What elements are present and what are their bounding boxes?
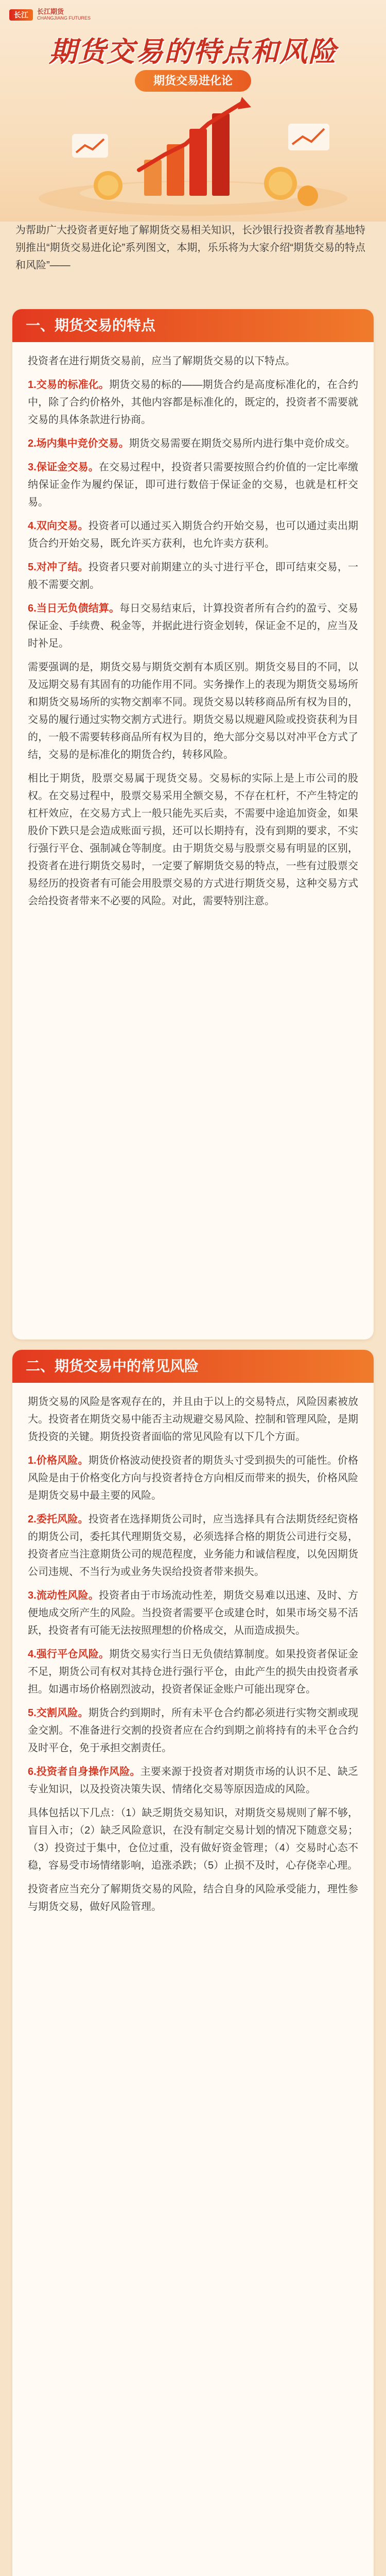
feature-item bbox=[28, 600, 358, 652]
section-body bbox=[12, 1383, 374, 1932]
feature-text: 投资者只要对前期建立的头寸进行平仓，即可结束交易，一般不需要交割。 bbox=[28, 562, 359, 590]
logo-mark: 长江 bbox=[9, 9, 33, 21]
feature-title: 6.当日无负债结算。 bbox=[28, 603, 120, 614]
feature-title: 3.保证金交易。 bbox=[28, 462, 99, 473]
feature-title: 2.场内集中竞价交易。 bbox=[28, 438, 129, 449]
risk-item bbox=[28, 1646, 358, 1698]
risk-title: 6.投资者自身操作风险。 bbox=[28, 1766, 141, 1777]
header-banner bbox=[0, 0, 386, 222]
section-heading: 二、期货交易中的常见风险 bbox=[12, 1350, 374, 1383]
section-body bbox=[12, 342, 374, 926]
risk-title: 3.流动性风险。 bbox=[28, 1590, 99, 1601]
feature-text: 投资者可以通过买入期货合约开始交易，也可以通过卖出期货合约开始交易，既允许买方获利，也允许卖方获利。 bbox=[28, 520, 359, 549]
risk-title: 5.交割风险。 bbox=[28, 1707, 89, 1719]
feature-text: 在交易过程中，投资者只需要按照合约价值的一定比率缴纳保证金作为履约保证，即可进行数倍于保证金的交易，也就是杠杆交易。 bbox=[28, 462, 359, 508]
feature-item bbox=[28, 459, 358, 511]
page-title: 期货交易的特点和风险 bbox=[49, 37, 337, 67]
feature-title: 4.双向交易。 bbox=[28, 520, 89, 532]
feature-item bbox=[28, 376, 358, 429]
section-features bbox=[12, 309, 374, 1340]
section-lead: 投资者在进行期货交易前，应当了解期货交易的以下特点。 bbox=[28, 355, 295, 367]
section-heading: 一、期货交易的特点 bbox=[12, 309, 374, 342]
section-risks bbox=[12, 1350, 374, 2576]
section-paragraph: 需要强调的是，期货交易与期货交割有本质区别。期货交易目的不同，以及远期交易有其固有的功能作用不同。实务操作上的表现为期货交易场所和期货交易场所的实物交割率不同。现货交易以转移商品所有权为目的，交易的履行通过实物交割方式进行。期货交易以规避风险或投资获利为目的，一般不需要转移商品所有权为目的，绝大部分交易以对冲平仓方式了结，交易的是标准化的期货合约，转移风险。 bbox=[28, 662, 358, 760]
intro-text: 为帮助广大投资者更好地了解期货交易相关知识，长沙银行投资者教育基地特别推出“期货交易进化论”系列图文，本期，乐乐将为大家介绍“期货交易的特点和风险”—— bbox=[15, 225, 365, 271]
risk-text: 主要来源于投资者对期货市场的认识不足、缺乏专业知识，以及投资决策失误、情绪化交易等原因造成的风险。 bbox=[28, 1766, 359, 1795]
logo-name: 长江期货 bbox=[37, 8, 64, 15]
section-paragraph: 具体包括以下几点：（1）缺乏期货交易知识，对期货交易规则了解不够，盲目入市；（2）缺乏风险意识，在没有制定交易计划的情况下随意交易；（3）投资过于集中，仓位过重，没有做好资金管理；（4）交易时心态不稳，容易受市场情绪影响，追涨杀跌；（5）止损不及时，心存侥幸心理。 bbox=[28, 1807, 358, 1871]
risk-title: 1.价格风险。 bbox=[28, 1455, 89, 1466]
feature-title: 1.交易的标准化。 bbox=[28, 379, 110, 391]
section-paragraph: 相比于期货，股票交易属于现货交易。交易标的实际上是上市公司的股权。在交易过程中，股票交易采用全额交易，不存在杠杆，不产生特定的杠杆效应，在交易方式上一般只能先买后卖，不需要中途追加资金，如果股价下跌只是会造成账面亏损，还可以长期持有，没有到期的要求，不实行强行平仓、强制减仓等制度。由于期货交易与股票交易有明显的区别，投资者在进行期货交易时，一定要了解期货交易的特点，一些有过股票交易经历的投资者有可能会用股票交易的方式进行期货交易，这种交易方式会给投资者带来不必要的风险。对此，需要特别注意。 bbox=[28, 773, 358, 907]
risk-text: 期货合约到期时，所有未平仓合约都必须进行实物交割或现金交割。不准备进行交割的投资者应在合约到期之前将持有的未平仓合约及时平仓，免于承担交割责任。 bbox=[28, 1707, 359, 1754]
hero-illustration bbox=[0, 93, 386, 222]
risk-item bbox=[28, 1452, 358, 1504]
logo bbox=[9, 8, 91, 21]
risk-title: 2.委托风险。 bbox=[28, 1514, 89, 1525]
feature-item bbox=[28, 435, 358, 452]
risk-item bbox=[28, 1511, 358, 1581]
risk-text: 期货价格波动使投资者的期货头寸受到损失的可能性。价格风险是由于价格变化方向与投资者持仓方向相反而带来的损失，价格风险是期货交易中最主要的风险。 bbox=[28, 1455, 359, 1501]
risk-item bbox=[28, 1704, 358, 1757]
risk-text: 投资者由于市场流动性差，期货交易难以迅速、及时、方便地成交所产生的风险。当投资者需要平仓或建仓时，如果市场交易不活跃，投资者有可能无法按照理想的价格成交，从而造成损失。 bbox=[28, 1590, 359, 1636]
feature-title: 5.对冲了结。 bbox=[28, 562, 89, 573]
risk-title: 4.强行平仓风险。 bbox=[28, 1649, 110, 1660]
risk-item bbox=[28, 1763, 358, 1798]
section-paragraph: 期货交易的风险是客观存在的，并且由于以上的交易特点，风险因素被放大。投资者在期货交易中能否主动规避交易风险、控制和管理风险，是期货投资的关键。期货投资者面临的常见风险有以下几个方面。 bbox=[28, 1396, 358, 1443]
risk-text: 期货交易实行当日无负债结算制度。如果投资者保证金不足，期货公司有权对其持仓进行强行平仓，由此产生的损失由投资者承担。如遇市场价格剧烈波动，投资者保证金账户可能出现穿仓。 bbox=[28, 1649, 359, 1695]
risk-text: 投资者在选择期货公司时，应当选择具有合法期货经纪资格的期货公司，委托其代理期货交易，必须选择合格的期货公司进行交易，投资者应当注意期货公司的规范程度，业务能力和诚信程度，以免因期货公司违规、不当行为或业务失误给投资者带来损失。 bbox=[28, 1514, 359, 1578]
feature-item bbox=[28, 517, 358, 552]
feature-text: 期货交易需要在期货交易所内进行集中竞价成交。 bbox=[129, 438, 356, 449]
feature-text: 期货交易的标的——期货合约是高度标准化的，在合约中，除了合约价格外，其他内容都是标准化的，既定的，投资者不需要就交易的具体条款进行协商。 bbox=[28, 379, 359, 426]
page-subtitle: 期货交易进化论 bbox=[135, 70, 251, 92]
feature-item bbox=[28, 558, 358, 594]
logo-text-group bbox=[37, 8, 91, 21]
feature-text: 每日交易结束后，计算投资者所有合约的盈亏、交易保证金、手续费、税金等，并据此进行资金划转，保证金不足的，应当及时补足。 bbox=[28, 603, 359, 649]
risk-item bbox=[28, 1587, 358, 1639]
section-paragraph: 投资者应当充分了解期货交易的风险，结合自身的风险承受能力，理性参与期货交易，做好风险管理。 bbox=[28, 1884, 358, 1912]
logo-sub: CHANGJIANG FUTURES bbox=[37, 15, 91, 21]
